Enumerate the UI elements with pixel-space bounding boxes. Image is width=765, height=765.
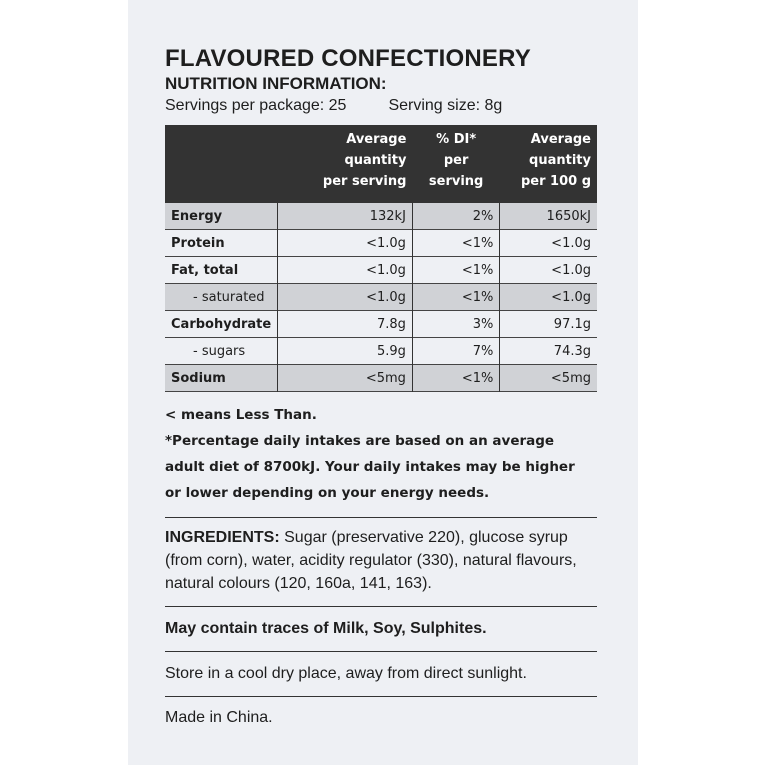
per-100g-value: <1.0g	[500, 230, 597, 257]
nutrition-label	[165, 44, 597, 729]
nutrition-table	[165, 125, 597, 392]
header-di	[412, 125, 499, 203]
table-row	[165, 365, 597, 392]
per-serving-value: <1.0g	[278, 257, 413, 284]
storage-instructions: Store in a cool dry place, away from direct sunlight.	[165, 665, 527, 682]
di-value: 7%	[412, 338, 499, 365]
header-line: per serving	[322, 174, 407, 189]
nutrient-name: - sugars	[193, 343, 246, 359]
ingredients	[165, 526, 597, 595]
per-100g-value: <5mg	[500, 365, 597, 392]
nutrient-name: Carbohydrate	[171, 316, 272, 332]
table-row	[165, 311, 597, 338]
di-value: <1%	[412, 284, 499, 311]
header-line: Average	[346, 132, 407, 147]
header-line: Average	[530, 132, 591, 147]
di-value: 2%	[412, 203, 499, 230]
per-serving-value: 7.8g	[278, 311, 413, 338]
table-header-row	[165, 125, 597, 203]
table-row	[165, 230, 597, 257]
servings-line	[165, 95, 597, 117]
per-serving-value: <5mg	[278, 365, 413, 392]
per-100g-value: <1.0g	[500, 257, 597, 284]
per-100g-value: <1.0g	[500, 284, 597, 311]
servings-per-package: Servings per package: 25	[165, 97, 347, 114]
serving-size: Serving size: 8g	[388, 97, 503, 114]
nutrient-name: Protein	[171, 235, 225, 251]
di-note-line: *Percentage daily intakes are based on an average	[165, 433, 555, 449]
ingredients-heading: INGREDIENTS:	[165, 529, 280, 546]
di-note-line: adult diet of 8700kJ. Your daily intakes may be higher	[165, 459, 575, 475]
header-per-serving	[278, 125, 413, 203]
header-per-100g	[500, 125, 597, 203]
per-serving-value: 5.9g	[278, 338, 413, 365]
nutrient-name: Fat, total	[171, 262, 239, 278]
per-serving-value: 132kJ	[278, 203, 413, 230]
divider	[165, 517, 597, 518]
header-line: per serving	[428, 153, 484, 189]
header-line: % DI*	[436, 132, 477, 147]
di-note-line: or lower depending on your energy needs.	[165, 485, 490, 501]
di-value: 3%	[412, 311, 499, 338]
header-line: quantity	[344, 153, 407, 168]
per-100g-value: 74.3g	[500, 338, 597, 365]
table-notes	[165, 402, 597, 506]
divider	[165, 696, 597, 697]
per-100g-value: 97.1g	[500, 311, 597, 338]
ingredients-text: Sugar (preservative 220), glucose syrup (from corn), water, acidity regulator (330), natural flavours, natural colours (120, 160a, 141, 163).	[165, 529, 577, 592]
header-nutrient	[165, 125, 278, 203]
per-serving-value: <1.0g	[278, 230, 413, 257]
di-value: <1%	[412, 230, 499, 257]
table-row	[165, 257, 597, 284]
divider	[165, 606, 597, 607]
table-row	[165, 203, 597, 230]
country-of-origin: Made in China.	[165, 709, 273, 726]
divider	[165, 651, 597, 652]
nutrient-name: - saturated	[165, 284, 278, 311]
less-than-note: < means Less Than.	[165, 407, 317, 423]
nutrient-name: Sodium	[165, 365, 278, 392]
header-line: per 100 g	[520, 174, 591, 189]
table-row	[165, 338, 597, 365]
table-row	[165, 284, 597, 311]
header-line: quantity	[529, 153, 591, 168]
di-value: <1%	[412, 365, 499, 392]
per-100g-value: 1650kJ	[500, 203, 597, 230]
allergen-statement: May contain traces of Milk, Soy, Sulphites.	[165, 620, 487, 637]
product-title: FLAVOURED CONFECTIONERY	[165, 45, 531, 72]
per-serving-value: <1.0g	[278, 284, 413, 311]
di-value: <1%	[412, 257, 499, 284]
nutrition-heading: NUTRITION INFORMATION:	[165, 74, 387, 93]
nutrient-name: Energy	[165, 203, 278, 230]
